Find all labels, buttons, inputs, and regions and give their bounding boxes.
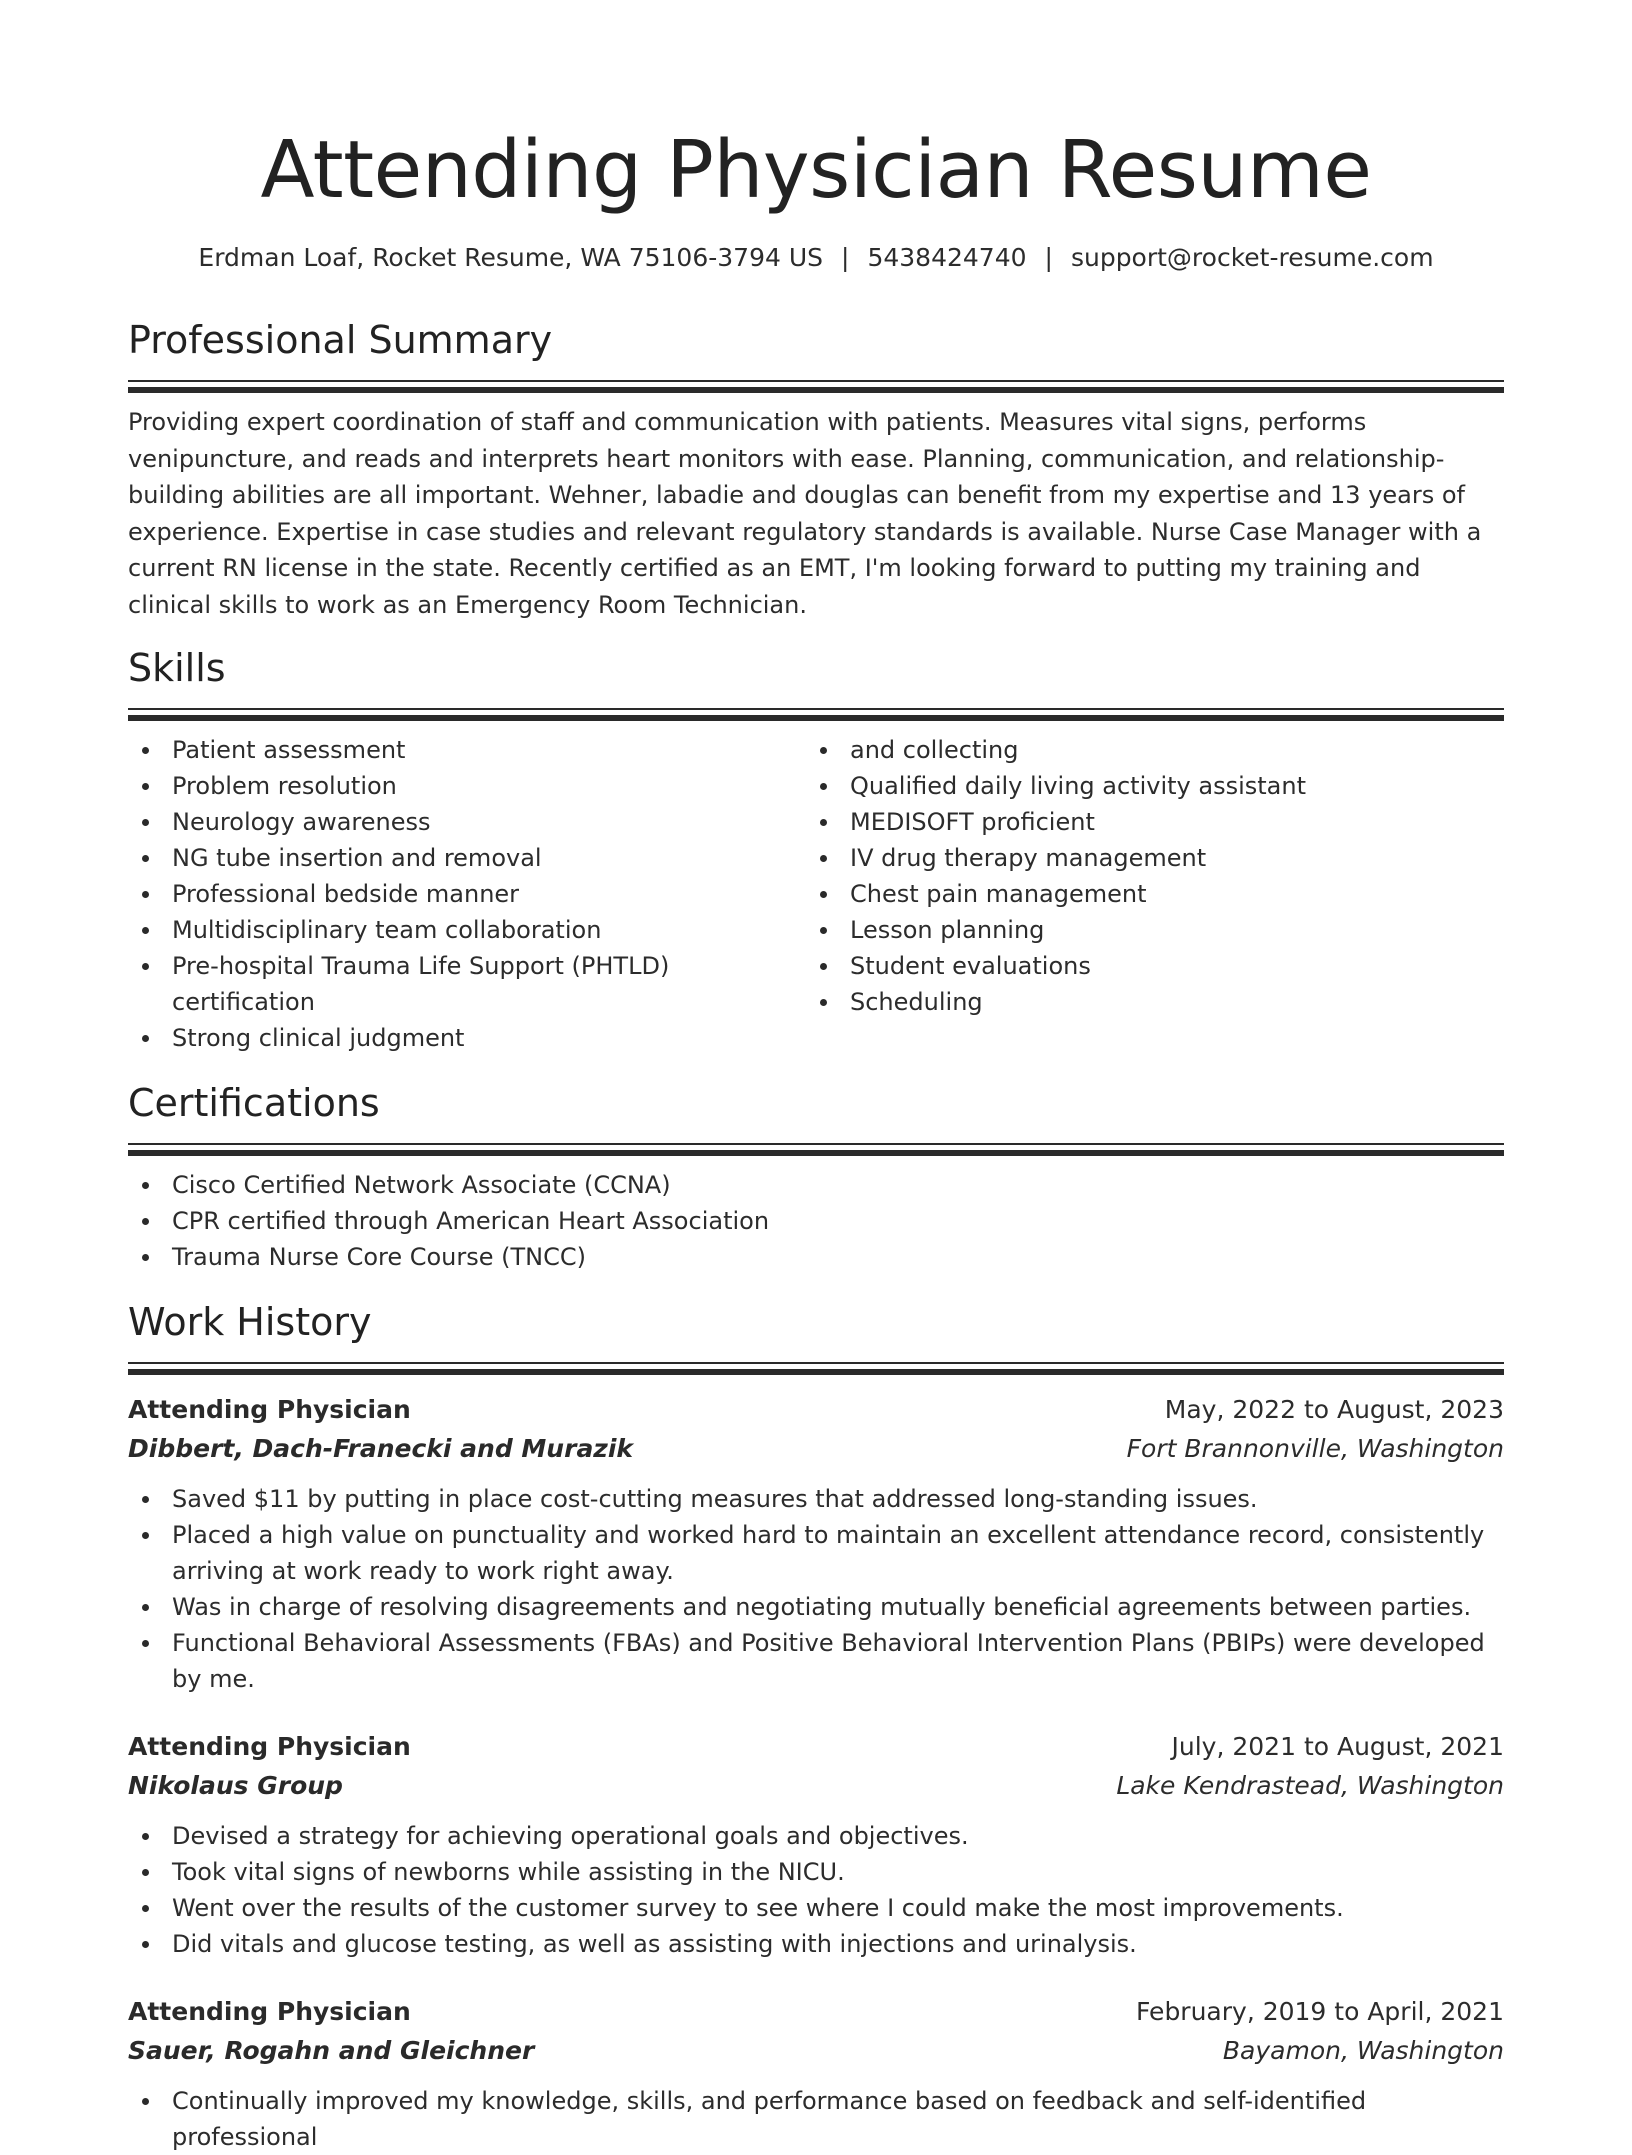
certifications-list [128,1167,1504,1275]
contact-line [128,241,1504,275]
skill-item: IV drug therapy management [806,840,1484,876]
section-divider [128,1143,1504,1157]
job-subheader [128,2031,1504,2070]
contact-separator: | [1044,243,1053,272]
job-duty: Continually improved my knowledge, skills, and performance based on feedback and self-identified professional [128,2083,1504,2155]
skill-item: Lesson planning [806,912,1484,948]
skill-item: Qualified daily living activity assistant [806,768,1484,804]
job-subheader [128,1766,1504,1805]
work-history-section [128,1298,1504,2155]
page-title: Attending Physician Resume [260,124,1372,216]
job-entry [128,1390,1504,1697]
job-entry [128,1727,1504,1962]
job-duty: Was in charge of resolving disagreements and negotiating mutually beneficial agreements between parties. [128,1589,1504,1625]
job-duty: Devised a strategy for achieving operational goals and objectives. [128,1818,1504,1854]
skills-list-right [806,732,1484,1056]
job-duty: Went over the results of the customer survey to see where I could make the most improvements. [128,1890,1504,1926]
certifications-heading: Certifications [128,1081,380,1125]
job-company: Sauer, Rogahn and Gleichner [128,2036,535,2065]
skill-item: Scheduling [806,984,1484,1020]
job-duties [128,2083,1504,2155]
skill-item: Professional bedside manner [128,876,806,912]
skill-item: Chest pain management [806,876,1484,912]
job-duty: Did vitals and glucose testing, as well as assisting with injections and urinalysis. [128,1926,1504,1962]
summary-section [128,316,1504,623]
section-divider [128,1362,1504,1376]
job-header [128,1727,1504,1766]
job-company: Dibbert, Dach-Franecki and Murazik [128,1434,634,1463]
job-duty: Took vital signs of newborns while assisting in the NICU. [128,1854,1504,1890]
job-duty: Placed a high value on punctuality and worked hard to maintain an excellent attendance record, consistently arriving at work ready to work right away. [128,1517,1504,1589]
summary-heading: Professional Summary [128,318,553,362]
job-title: Attending Physician [128,1732,411,1761]
certification-item: Cisco Certified Network Associate (CCNA) [128,1167,1504,1203]
certifications-section [128,1079,1504,1275]
job-title: Attending Physician [128,1997,411,2026]
job-location: Bayamon, Washington [1222,2036,1504,2065]
skill-item: Student evaluations [806,948,1484,984]
section-divider [128,380,1504,394]
skill-item: Problem resolution [128,768,806,804]
skill-item: Multidisciplinary team collaboration [128,912,806,948]
resume-page [128,0,1504,2155]
contact-separator: | [841,243,850,272]
work-history-heading: Work History [128,1300,372,1344]
section-divider [128,708,1504,722]
contact-email: support@rocket-resume.com [1070,243,1434,272]
skill-item: Strong clinical judgment [128,1020,806,1056]
skills-columns [128,732,1504,1056]
job-dates: July, 2021 to August, 2021 [1171,1732,1504,1761]
job-header [128,1390,1504,1429]
job-location: Lake Kendrastead, Washington [1116,1771,1504,1800]
job-duty: Saved $11 by putting in place cost-cutting measures that addressed long-standing issues. [128,1481,1504,1517]
job-header [128,1992,1504,2031]
certification-item: CPR certified through American Heart Association [128,1203,1504,1239]
skills-list-left [128,732,806,1056]
contact-address: Erdman Loaf, Rocket Resume, WA 75106-3794 US [198,243,824,272]
skill-item: Patient assessment [128,732,806,768]
skill-item: and collecting [806,732,1484,768]
contact-phone: 5438424740 [867,243,1027,272]
job-company: Nikolaus Group [128,1771,343,1800]
job-location: Fort Brannonville, Washington [1126,1434,1504,1463]
job-duty: Functional Behavioral Assessments (FBAs) and Positive Behavioral Intervention Plans (PBIPs) were developed by me. [128,1625,1504,1697]
job-duties [128,1818,1504,1962]
skill-item: Neurology awareness [128,804,806,840]
job-subheader [128,1429,1504,1468]
skill-item: NG tube insertion and removal [128,840,806,876]
job-dates: May, 2022 to August, 2023 [1164,1395,1504,1424]
skills-section [128,644,1504,1056]
job-title: Attending Physician [128,1395,411,1424]
skills-heading: Skills [128,646,226,690]
job-dates: February, 2019 to April, 2021 [1136,1997,1504,2026]
summary-text: Providing expert coordination of staff and communication with patients. Measures vital signs, performs venipuncture, and reads and interprets heart monitors with ease. Planning, communication, and relationship-building abilities are all important. Wehner, labadie and douglas can benefit from my expertise and 13 years of experience. Expertise in case studies and relevant regulatory standards is available. Nurse Case Manager with a current RN license in the state. Recently certified as an EMT, I'm looking forward to putting my training and clinical skills to work as an Emergency Room Technician. [128,408,1482,619]
certification-item: Trauma Nurse Core Course (TNCC) [128,1239,1504,1275]
skill-item: MEDISOFT proficient [806,804,1484,840]
job-entry [128,1992,1504,2155]
skill-item: Pre-hospital Trauma Life Support (PHTLD) certification [128,948,806,1020]
job-duties [128,1481,1504,1697]
